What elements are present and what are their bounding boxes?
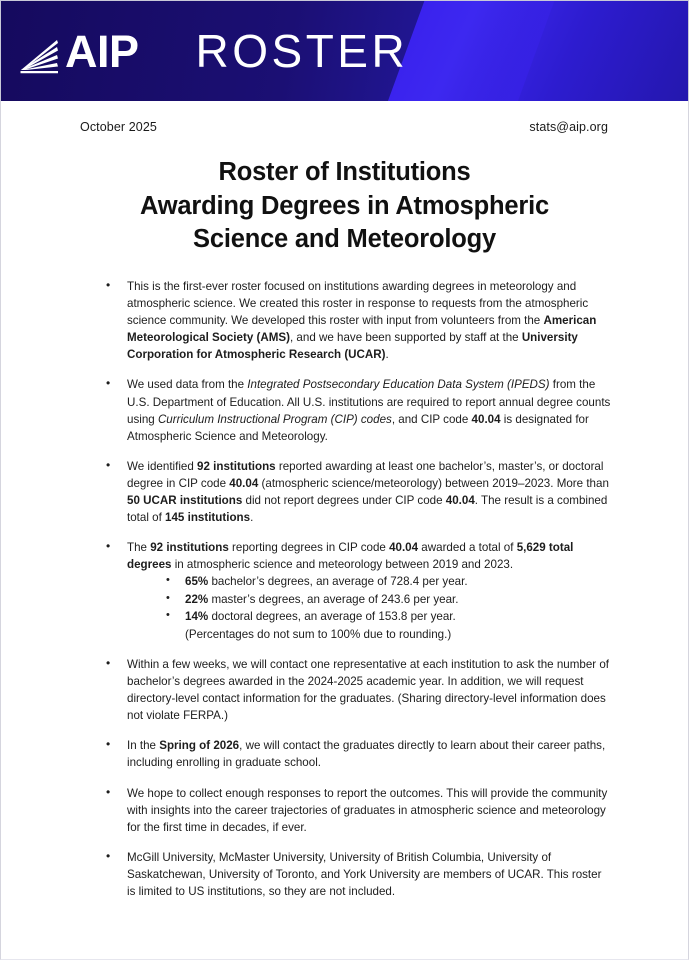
text-segment: 40.04 [471,412,501,426]
text-segment: doctoral degrees, an average of 153.8 per year. [208,610,456,624]
bullet-data-source [104,376,613,444]
text-segment: 14% [185,610,209,624]
text-segment: 92 institutions [197,459,276,473]
bullet-text [127,851,601,898]
text-segment: 22% [185,592,209,606]
text-segment: , and we have been supported by staff at the [289,331,522,345]
text-segment: from the U.S. Department of Education. All U.S. institutions are required to report annual degree counts using [127,378,611,426]
text-segment: Integrated Postsecondary Education Data System (IPEDS) [247,378,550,392]
bullet-text [127,378,610,442]
text-segment: 40.04 [229,476,259,490]
bullet-text [127,787,607,834]
page-title-line-1: Roster of Institutions [218,158,471,186]
text-segment: We hope to collect enough responses to report the outcomes. This will provide the community with insights into the career trajectories of graduates in atmospheric science and meteorology for the first time in decades, if ever. [127,786,608,834]
bullet-intro [104,278,613,363]
bullet-text [127,739,605,769]
text-segment: . [250,511,254,525]
bullet-text [127,541,573,571]
publication-date: October 2025 [80,120,157,134]
page-title [61,156,628,257]
text-segment: 145 institutions [165,511,251,525]
text-segment: master’s degrees, an average of 243.6 per year. [208,592,459,606]
text-segment: 40.04 [389,541,419,555]
text-segment: 65% [185,575,209,589]
bullet-text [127,658,609,722]
document-page [0,101,689,960]
aip-logo-text: AIP [65,25,139,77]
text-segment: (atmospheric science/meteorology) between 2019–2023. More than [258,476,609,490]
text-segment: , and CIP code [391,412,472,426]
text-segment: We used data from the [127,378,248,392]
roster-wordmark: ROSTER [195,25,409,77]
bullet-text [127,280,596,361]
page-banner [0,0,689,101]
page-title-line-3: Science and Meteorology [193,225,496,254]
sub-bullet-item [163,608,613,625]
text-segment: American Meteorological Society (AMS) [127,314,597,345]
text-segment: In the [127,739,160,753]
text-segment: 92 institutions [150,541,229,555]
text-segment: We identified [127,459,198,473]
bullet-institution-counts [104,458,613,526]
banner-content [1,1,688,101]
text-segment: McGill University, McMaster University, University of British Columbia, University of Saskatchewan, University of Toronto, and York University are members of UCAR. This roster is limited to US institutions, so they are not included. [127,850,602,898]
text-segment: in atmospheric science and meteorology between 2019 and 2023. [171,558,514,572]
sub-bullet-item [163,591,613,608]
text-segment: , we will contact the graduates directly to learn about their career paths, including enrolling in graduate school. [127,739,606,770]
bullet-outreach [104,656,613,724]
text-segment: reporting degrees in CIP code [228,541,390,555]
text-segment: did not report degrees under CIP code [242,494,446,507]
bullet-list [1,278,688,900]
text-segment: is designated for Atmospheric Science and Meteorology. [127,412,589,443]
text-segment: Spring of 2026 [159,739,240,753]
aip-fan-logo-icon [17,30,63,76]
bullet-text [127,460,609,524]
text-segment: bachelor’s degrees, an average of 728.4 per year. [208,575,468,589]
bullet-spring-2026 [104,737,613,771]
text-segment: Curriculum Instructional Program (CIP) codes [157,412,392,426]
text-segment: University Corporation for Atmospheric Research (UCAR) [127,331,578,362]
text-segment: The [127,541,151,555]
text-segment: awarded a total of [418,541,517,555]
document-meta-row [1,101,688,134]
text-segment: 5,629 total degrees [127,541,574,572]
bullet-outcomes [104,785,613,836]
text-segment: reported awarding at least one bachelor’s, master’s, or doctoral degree in CIP code [127,459,604,490]
sub-bullet-item [163,573,613,590]
text-segment: . The result is a combined total of [127,494,608,525]
aip-logo[interactable] [17,26,139,76]
bullet-canadian-exclusions [104,849,613,900]
text-segment: 50 UCAR institutions [127,494,243,507]
text-segment: 40.04 [445,494,475,507]
bullet-degree-totals [104,539,613,643]
rounding-note: (Percentages do not sum to 100% due to rounding.) [185,627,452,641]
sub-bullet-list [127,573,613,625]
contact-email[interactable]: stats@aip.org [529,120,608,134]
text-segment: This is the first-ever roster focused on institutions awarding degrees in meteorology and atmospheric science. We created this roster in response to requests from the atmospheric science community. We developed this roster with input from volunteers from the [127,279,589,328]
text-segment: Within a few weeks, we will contact one representative at each institution to ask the number of bachelor’s degrees awarded in the 2024-2025 academic year. In addition, we will request directory-level contact information for the graduates. (Sharing directory-level information does not violate FERPA.) [127,657,610,723]
page-title-line-2: Awarding Degrees in Atmospheric [140,191,549,220]
text-segment: . [385,348,389,362]
